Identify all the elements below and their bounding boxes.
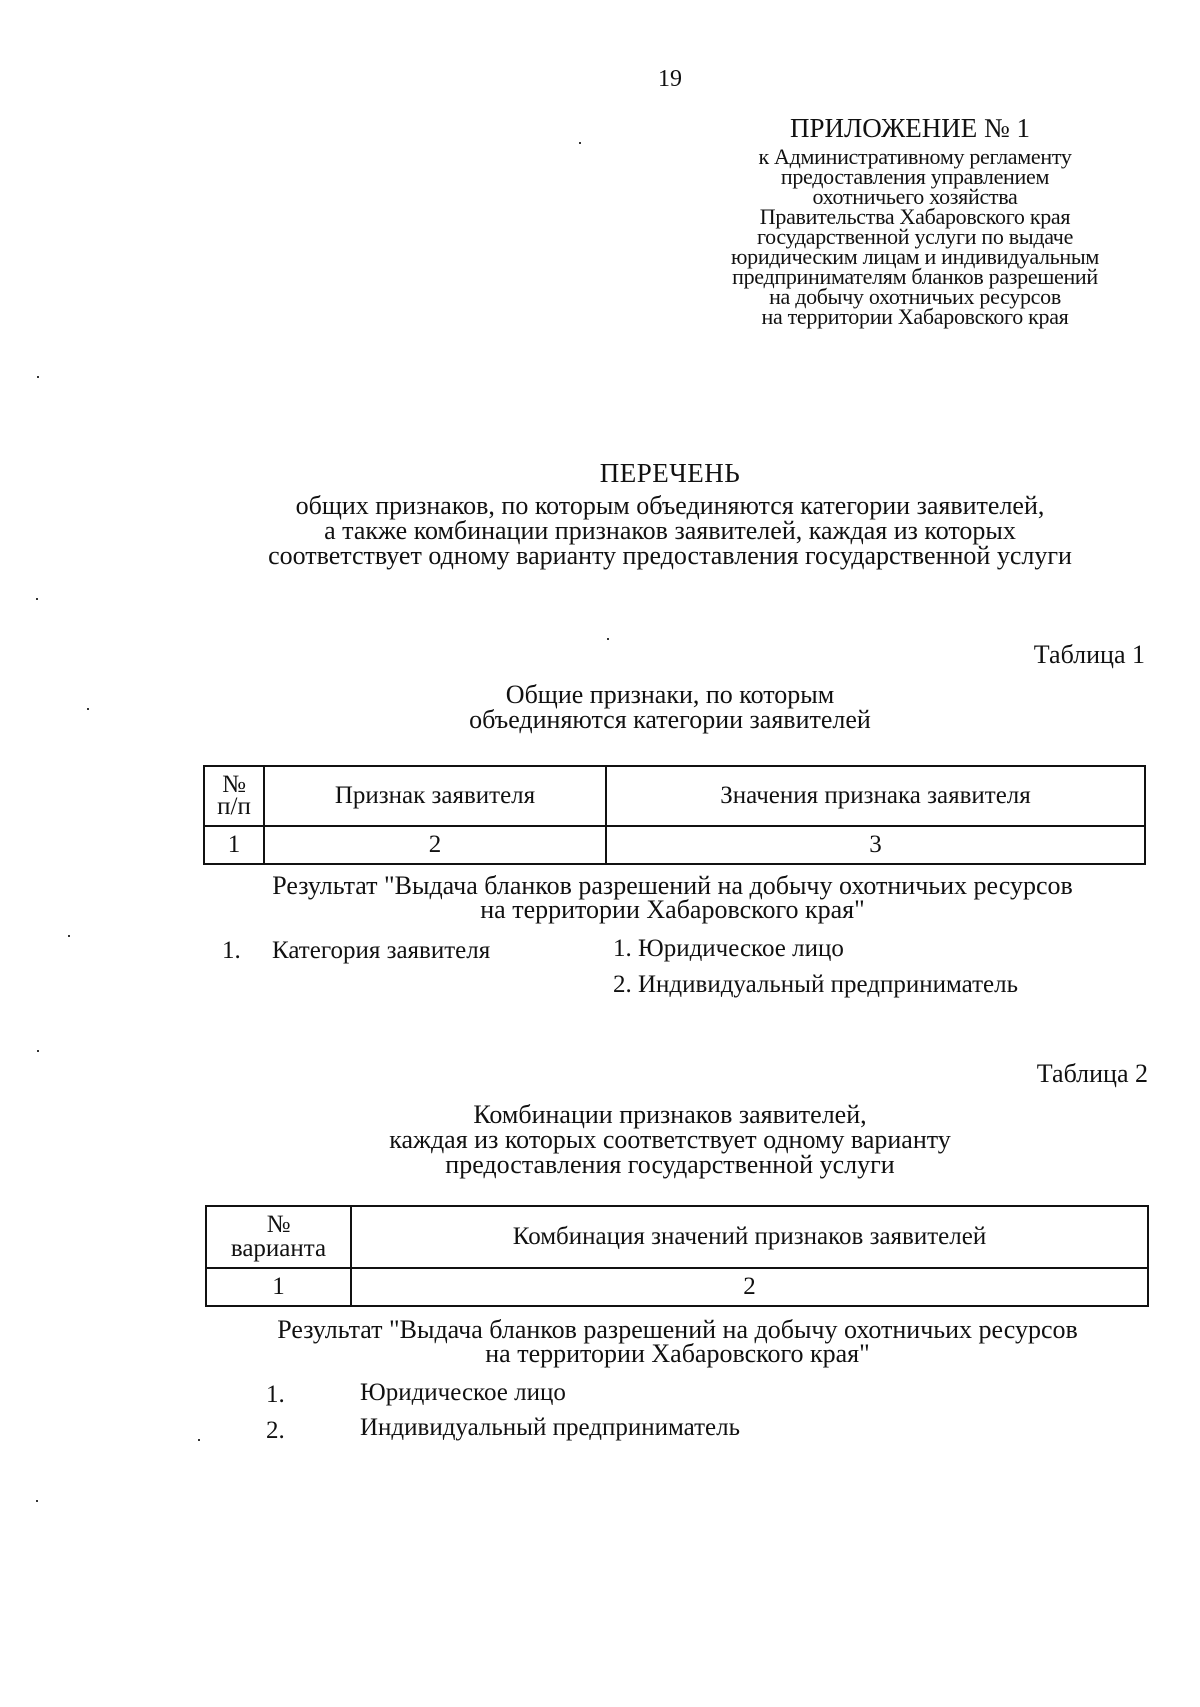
table2-row-text: Юридическое лицо — [360, 1379, 566, 1406]
scan-speck — [36, 598, 38, 600]
table1-row-value: 2. Индивидуальный предприниматель — [613, 971, 1018, 998]
scan-speck — [36, 1500, 38, 1502]
annex-line: юридическим лицам и индивидуальным — [730, 244, 1099, 269]
table2-row-number: 2. — [266, 1417, 285, 1444]
scan-speck — [87, 708, 89, 710]
table1-label: Таблица 1 — [1033, 640, 1145, 669]
table2-row-text: Индивидуальный предприниматель — [360, 1414, 740, 1441]
page-number: 19 — [658, 66, 682, 92]
index-cell: 2 — [264, 826, 606, 864]
annex-line: Правительства Хабаровского края — [759, 204, 1071, 229]
index-cell: 3 — [606, 826, 1145, 864]
scan-speck — [68, 935, 70, 937]
result-line: Результат "Выдача бланков разрешений на добычу охотничьих ресурсов — [272, 871, 1073, 900]
caption-line: Общие признаки, по которым — [505, 680, 835, 709]
table2-row-number: 1. — [266, 1381, 285, 1408]
result-line: на территории Хабаровского края" — [485, 1339, 870, 1368]
annex-line: охотничьего хозяйства — [812, 184, 1018, 209]
result-line: на территории Хабаровского края" — [480, 895, 865, 924]
result-line: Результат "Выдача бланков разрешений на добычу охотничьих ресурсов — [277, 1315, 1078, 1344]
scan-speck — [37, 376, 39, 378]
annex-line: на территории Хабаровского края — [761, 304, 1069, 329]
header-num-cell — [206, 1206, 351, 1268]
scan-speck — [198, 1439, 200, 1441]
table1-caption — [400, 682, 940, 732]
table2-result — [205, 1315, 1150, 1368]
table-index-row — [204, 826, 1145, 864]
table-header-row — [204, 766, 1145, 826]
header-num-symbol: № — [266, 1211, 291, 1238]
scan-speck — [37, 1050, 39, 1052]
header-num-label: варианта — [230, 1235, 327, 1262]
caption-line: Комбинации признаков заявителей, — [473, 1100, 867, 1129]
index-cell: 2 — [351, 1268, 1148, 1306]
table1-result — [200, 871, 1145, 924]
table1-row-attribute: Категория заявителя — [272, 937, 491, 964]
annex-line: на добычу охотничьих ресурсов — [769, 284, 1061, 309]
table1-row-value: 1. Юридическое лицо — [613, 935, 844, 962]
table-index-row — [206, 1268, 1148, 1306]
header-combination-cell: Комбинация значений признаков заявителей — [351, 1206, 1148, 1268]
table1-row-number: 1. — [222, 937, 241, 964]
header-values-cell: Значения признака заявителя — [606, 766, 1145, 826]
index-cell: 1 — [206, 1268, 351, 1306]
index-cell: 1 — [204, 826, 264, 864]
scan-speck — [579, 142, 581, 144]
caption-line: каждая из которых соответствует одному варианту — [389, 1125, 951, 1154]
annex-subtitle — [700, 144, 1130, 329]
header-num-cell — [204, 766, 264, 826]
subtitle-line: соответствует одному варианту предоставления государственной услуги — [268, 541, 1072, 570]
annex-line: предпринимателям бланков разрешений — [732, 264, 1098, 289]
table2-label: Таблица 2 — [1036, 1059, 1148, 1088]
header-num-symbol: № — [222, 771, 246, 798]
table1 — [203, 765, 1146, 865]
table2 — [205, 1205, 1149, 1307]
header-attribute-cell: Признак заявителя — [264, 766, 606, 826]
table2-caption — [330, 1102, 1010, 1177]
table-header-row — [206, 1206, 1148, 1268]
subtitle-line: общих признаков, по которым объединяются категории заявителей, — [295, 491, 1045, 520]
header-num-label: п/п — [217, 793, 251, 820]
annex-line: к Административному регламенту — [758, 144, 1072, 169]
annex-line: государственной услуги по выдаче — [756, 224, 1074, 249]
subtitle-line: а также комбинации признаков заявителей, каждая из которых — [324, 516, 1016, 545]
annex-line: предоставления управлением — [780, 164, 1050, 189]
document-subtitle — [200, 493, 1140, 568]
scan-speck — [607, 638, 609, 640]
document-title: ПЕРЕЧЕНЬ — [599, 458, 741, 488]
caption-line: предоставления государственной услуги — [445, 1150, 895, 1179]
annex-title: ПРИЛОЖЕНИЕ № 1 — [789, 113, 1031, 143]
caption-line: объединяются категории заявителей — [469, 705, 871, 734]
